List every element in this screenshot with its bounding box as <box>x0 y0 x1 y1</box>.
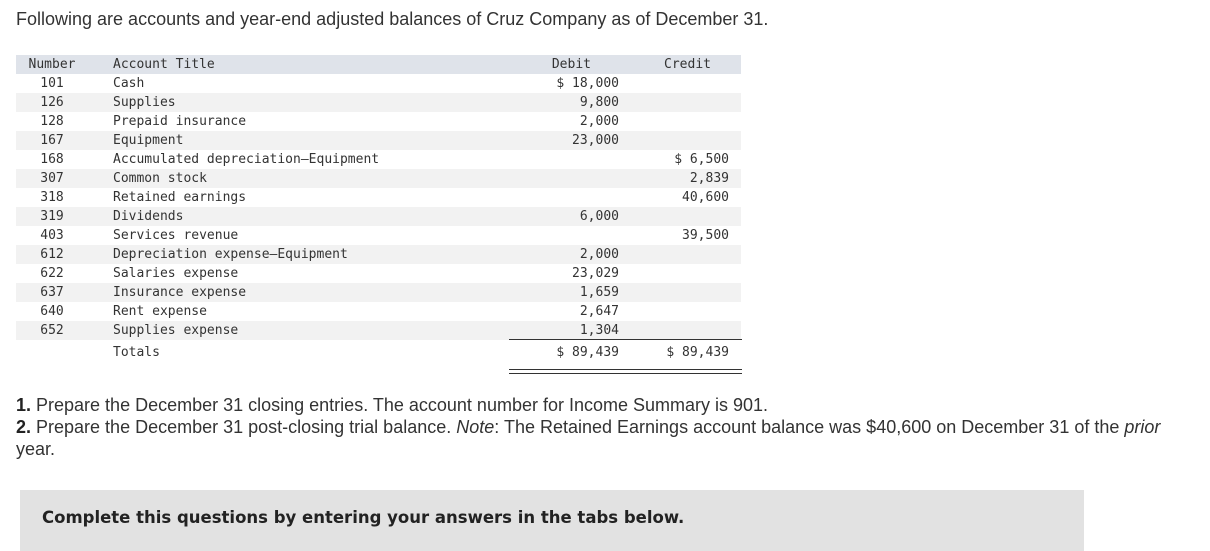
account-title: Insurance expense <box>113 285 247 300</box>
instruction-2-text-b: : The Retained Earnings account balance was $40,600 on December 31 of the <box>494 417 1125 437</box>
instruction-2-prior: prior <box>1124 417 1161 437</box>
table-row <box>16 74 741 93</box>
account-number: 640 <box>40 304 64 319</box>
tabs-banner <box>20 490 1084 551</box>
account-number: 622 <box>40 266 64 281</box>
table-row <box>16 169 741 188</box>
account-title: Services revenue <box>113 228 239 243</box>
account-title: Rent expense <box>113 304 207 319</box>
debit-amount: $ 18,000 <box>556 76 619 91</box>
account-title: Cash <box>113 76 145 91</box>
header-number: Number <box>28 57 76 72</box>
account-number: 403 <box>40 228 64 243</box>
account-title: Supplies expense <box>113 323 239 338</box>
account-title: Prepaid insurance <box>113 114 247 129</box>
instruction-2-note: Note <box>456 417 495 437</box>
debit-amount: 1,659 <box>579 285 619 300</box>
instruction-2-text-c: year. <box>16 439 56 459</box>
account-title: Salaries expense <box>113 266 239 281</box>
intro-text: Following are accounts and year-end adjusted balances of Cruz Company as of December 31. <box>16 9 769 29</box>
table-row <box>16 245 741 264</box>
account-title: Retained earnings <box>113 190 247 205</box>
account-title: Common stock <box>113 171 207 186</box>
debit-amount: 6,000 <box>579 209 619 224</box>
header-account-title: Account Title <box>113 57 215 72</box>
account-number: 652 <box>40 323 64 338</box>
account-number: 101 <box>40 76 64 91</box>
debit-amount: 23,000 <box>572 133 619 148</box>
table-row <box>16 131 741 150</box>
account-title: Depreciation expense—Equipment <box>113 247 348 262</box>
credit-amount: $ 6,500 <box>674 152 729 167</box>
banner-text: Complete this questions by entering your answers in the tabs below. <box>42 508 685 527</box>
totals-row <box>16 340 741 362</box>
account-number: 128 <box>40 114 64 129</box>
totals-credit: $ 89,439 <box>666 345 729 360</box>
credit-amount: 2,839 <box>689 171 729 186</box>
table-row <box>16 188 741 207</box>
debit-amount: 1,304 <box>579 323 619 338</box>
account-number: 318 <box>40 190 64 205</box>
credit-amount: 40,600 <box>682 190 729 205</box>
header-debit: Debit <box>551 57 591 72</box>
table-body <box>16 74 741 340</box>
table-row <box>16 302 741 321</box>
table-row <box>16 207 741 226</box>
account-title: Accumulated depreciation—Equipment <box>113 152 380 167</box>
instruction-1 <box>16 394 1196 416</box>
account-number: 307 <box>40 171 64 186</box>
table-header-row <box>16 55 741 74</box>
account-title: Equipment <box>113 133 184 148</box>
instructions <box>16 394 1196 460</box>
table-row <box>16 226 741 245</box>
credit-amount: 39,500 <box>682 228 729 243</box>
debit-amount: 9,800 <box>579 95 619 110</box>
totals-debit: $ 89,439 <box>556 345 619 360</box>
account-number: 637 <box>40 285 64 300</box>
totals-double-rule <box>509 369 742 374</box>
debit-amount: 2,647 <box>579 304 619 319</box>
table-row <box>16 93 741 112</box>
adjusted-trial-balance-table <box>16 55 741 362</box>
table-row <box>16 264 741 283</box>
table-row <box>16 321 741 340</box>
subtotal-rule <box>509 339 742 340</box>
account-title: Dividends <box>113 209 184 224</box>
debit-amount: 2,000 <box>579 114 619 129</box>
account-number: 126 <box>40 95 64 110</box>
instruction-1-text: Prepare the December 31 closing entries. The account number for Income Summary is 901. <box>31 395 769 415</box>
debit-amount: 2,000 <box>579 247 619 262</box>
instruction-2-number: 2. <box>16 417 32 437</box>
table-row <box>16 112 741 131</box>
header-credit: Credit <box>664 57 711 72</box>
instruction-1-number: 1. <box>16 395 32 415</box>
account-number: 168 <box>40 152 64 167</box>
account-title: Supplies <box>113 95 176 110</box>
instruction-2 <box>16 416 1196 460</box>
instruction-2-text-a: Prepare the December 31 post-closing trial balance. <box>31 417 457 437</box>
account-number: 167 <box>40 133 64 148</box>
table-row <box>16 283 741 302</box>
debit-amount: 23,029 <box>572 266 619 281</box>
totals-label: Totals <box>113 345 160 360</box>
table-row <box>16 150 741 169</box>
account-number: 319 <box>40 209 64 224</box>
account-number: 612 <box>40 247 64 262</box>
